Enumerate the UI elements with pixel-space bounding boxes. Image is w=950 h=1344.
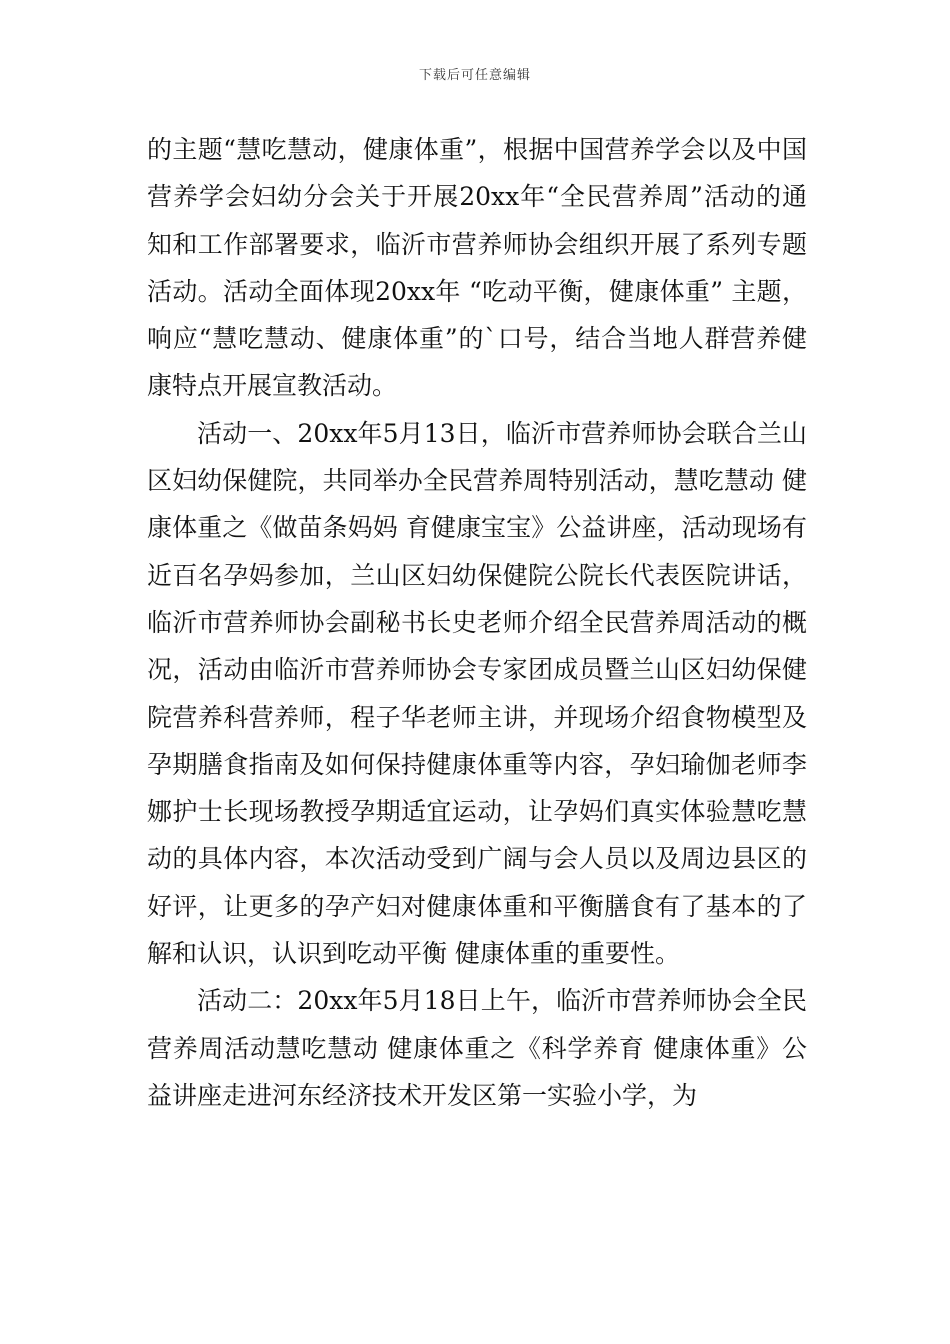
paragraph-intro: 的主题“慧吃慧动，健康体重”，根据中国营养学会以及中国营养学会妇幼分会关于开展20xx年“全民营养周”活动的通知和工作部署要求，临沂市营养师协会组织开展了系列专题活动。活动全面体现20xx年 “吃动平衡，健康体重” 主题，响应“慧吃慧动、健康体重”的`口号，结合当地人群营养健康特点开展宣教活动。 (147, 135, 807, 401)
paragraph-activity-one: 活动一、20xx年5月13日，临沂市营养师协会联合兰山区妇幼保健院，共同举办全民营养周特别活动，慧吃慧动 健康体重之《做苗条妈妈 育健康宝宝》公益讲座，活动现场有近百名孕妈参加，兰山区妇幼保健院公院长代表医院讲话，临沂市营养师协会副秘书长史老师介绍全民营养周活动的概况，活动由临沂市营养师协会专家团成员暨兰山区妇幼保健院营养科营养师，程子华老师主讲，并现场介绍食物模型及孕期膳食指南及如何保持健康体重等内容，孕妇瑜伽老师李娜护士长现场教授孕期适宜运动，让孕妈们真实体验慧吃慧动的具体内容，本次活动受到广阔与会人员以及周边县区的好评，让更多的孕产妇对健康体重和平衡膳食有了基本的了解和认识，认识到吃动平衡 健康体重的重要性。 (147, 418, 807, 969)
page-header: 下载后可任意编辑 (418, 68, 531, 83)
document-body (147, 126, 807, 1119)
paragraph-activity-two: 活动二：20xx年5月18日上午，临沂市营养师协会全民营养周活动慧吃慧动 健康体重之《科学养育 健康体重》公益讲座走进河东经济技术开发区第一实验小学，为 (147, 986, 807, 1110)
